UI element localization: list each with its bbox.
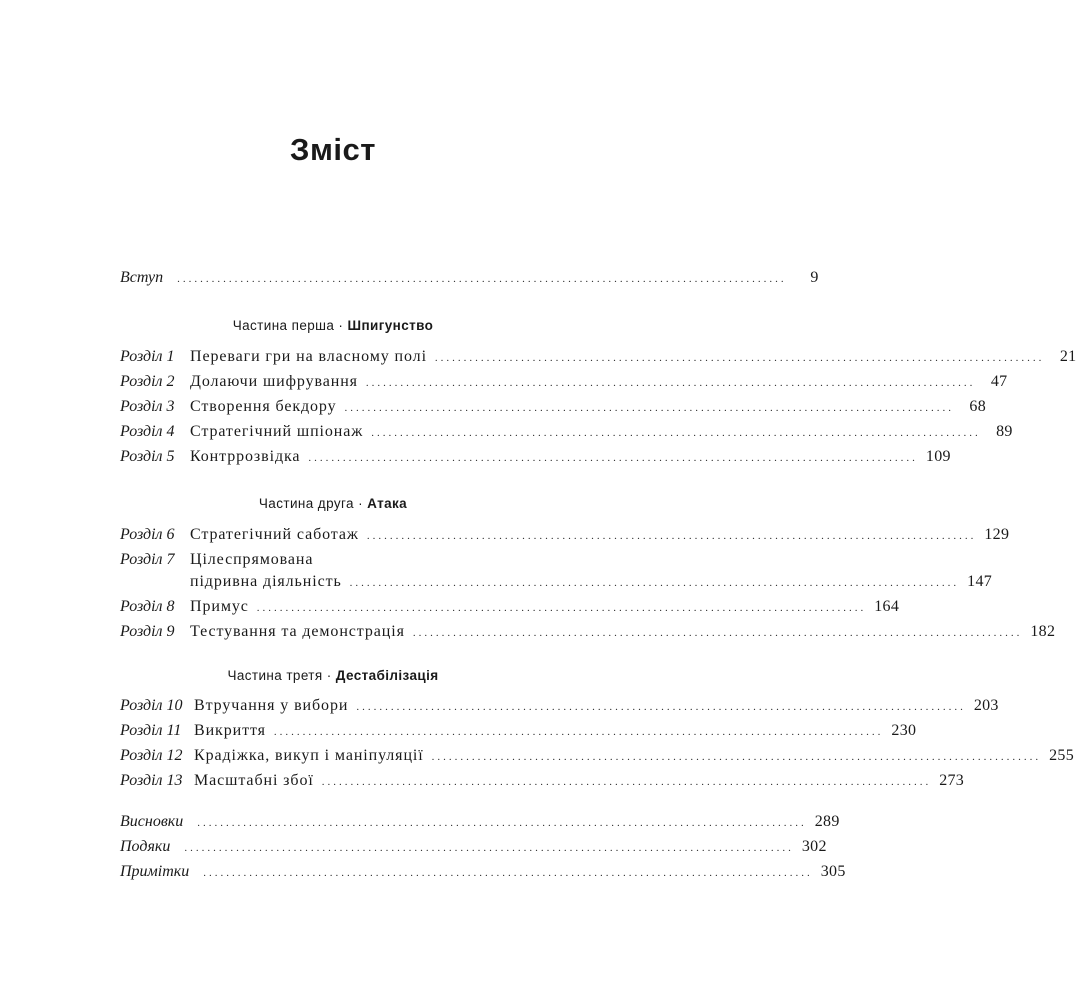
- dot-leader: ..........................................................................................................: [366, 530, 977, 542]
- toc-entry-chapter-8[interactable]: [120, 595, 900, 619]
- dot-leader: ..........................................................................................................: [349, 577, 960, 589]
- toc-entry-chapter-12[interactable]: [120, 744, 1075, 768]
- dot-leader: ..........................................................................................................: [412, 627, 1023, 639]
- dot-leader: ..........................................................................................................: [321, 776, 932, 788]
- chapter-title: Тестування та демонстрація: [190, 623, 405, 640]
- chapter-label: Розділ 5: [120, 448, 175, 465]
- toc-entry-intro[interactable]: [120, 266, 819, 290]
- chapter-title: Цілеспрямована: [190, 551, 314, 568]
- dot-leader: ..........................................................................................................: [308, 452, 918, 464]
- page-number: 9: [810, 269, 819, 286]
- chapter-label: Розділ 11: [120, 722, 182, 739]
- chapter-label: Розділ 7: [120, 551, 175, 568]
- page-number: 147: [967, 573, 993, 590]
- toc-entry-conclusions[interactable]: [120, 810, 840, 834]
- entry-label: Висновки: [120, 813, 184, 830]
- chapter-label: Розділ 6: [120, 526, 175, 543]
- chapter-label: Розділ 10: [120, 697, 183, 714]
- chapter-title: Долаючи шифрування: [190, 373, 358, 390]
- chapter-title: Викриття: [194, 722, 266, 739]
- page-number: 203: [973, 697, 999, 714]
- part-prefix: Частина перша ·: [232, 318, 348, 333]
- dot-leader: ..........................................................................................................: [371, 427, 981, 439]
- toc-entry-chapter-3[interactable]: [120, 395, 987, 419]
- page-number: 305: [820, 863, 846, 880]
- page-number: 89: [996, 423, 1013, 440]
- toc-entry-chapter-13[interactable]: [120, 769, 965, 793]
- dot-leader: ..........................................................................................................: [273, 726, 884, 738]
- chapter-title: Переваги гри на власному полі: [190, 348, 427, 365]
- part-prefix: Частина третя ·: [227, 668, 336, 683]
- chapter-label: Розділ 8: [120, 598, 175, 615]
- toc-entry-chapter-2[interactable]: [120, 370, 1008, 394]
- toc-entry-notes[interactable]: [120, 860, 846, 884]
- dot-leader: ..........................................................................................................: [434, 352, 1045, 364]
- page-number: 255: [1049, 747, 1075, 764]
- dot-leader: ..........................................................................................................: [203, 867, 813, 879]
- part-heading-3: [0, 668, 666, 683]
- dot-leader: ..........................................................................................................: [197, 817, 807, 829]
- page-number: 182: [1030, 623, 1056, 640]
- toc-entry-chapter-10[interactable]: [120, 694, 999, 718]
- page-number: 129: [984, 526, 1010, 543]
- dot-leader: ..........................................................................................................: [365, 377, 976, 389]
- toc-entry-chapter-7-line1[interactable]: [120, 548, 520, 572]
- toc-entry-chapter-9[interactable]: [120, 620, 1056, 644]
- page-number: 273: [939, 772, 965, 789]
- page-number: 47: [990, 373, 1008, 390]
- chapter-label: Розділ 1: [120, 348, 175, 365]
- entry-label: Вступ: [120, 269, 164, 286]
- chapter-label: Розділ 2: [120, 373, 175, 390]
- chapter-label: Розділ 13: [120, 772, 183, 789]
- page-number: 164: [874, 598, 900, 615]
- chapter-label: Розділ 3: [120, 398, 175, 415]
- entry-label: Подяки: [120, 838, 171, 855]
- page-number: 230: [891, 722, 917, 739]
- part-name: Дестабілізація: [335, 668, 439, 683]
- chapter-label: Розділ 4: [120, 423, 175, 440]
- part-name: Шпигунство: [347, 318, 434, 333]
- toc-entry-chapter-6[interactable]: [120, 523, 1010, 547]
- entry-label: Примітки: [120, 863, 190, 880]
- chapter-title: Примус: [190, 598, 249, 615]
- toc-entry-chapter-4[interactable]: [120, 420, 1013, 444]
- part-name: Атака: [367, 496, 408, 511]
- chapter-title-continued: підривна діяльність: [190, 573, 342, 590]
- chapter-title: Масштабні збої: [194, 772, 314, 789]
- dot-leader: ..........................................................................................................: [256, 602, 867, 614]
- dot-leader: ..........................................................................................................: [184, 842, 794, 854]
- chapter-title: Крадіжка, викуп і маніпуляції: [194, 747, 424, 764]
- chapter-label: Розділ 12: [120, 747, 183, 764]
- dot-leader: ..........................................................................................................: [356, 701, 966, 713]
- toc-entry-chapter-11[interactable]: [120, 719, 917, 743]
- chapter-title: Втручання у вибори: [194, 697, 349, 714]
- page-number: 302: [801, 838, 827, 855]
- part-heading-2: [0, 496, 666, 511]
- toc-entry-chapter-7-line2[interactable]: [120, 570, 993, 594]
- page-number: 109: [925, 448, 951, 465]
- chapter-title: Контррозвідка: [190, 448, 301, 465]
- part-heading-1: [0, 318, 666, 333]
- toc-entry-chapter-5[interactable]: [120, 445, 951, 469]
- chapter-title: Створення бекдору: [190, 398, 337, 415]
- chapter-title: Стратегічний саботаж: [190, 526, 359, 543]
- chapter-title: Стратегічний шпіонаж: [190, 423, 364, 440]
- page-number: 289: [814, 813, 840, 830]
- toc-entry-chapter-1[interactable]: [120, 345, 1076, 369]
- chapter-label: Розділ 9: [120, 623, 175, 640]
- dot-leader: ..........................................................................................................: [344, 402, 955, 414]
- page-number: 21: [1059, 348, 1076, 365]
- toc-entry-acknowledgements[interactable]: [120, 835, 827, 859]
- page-number: 68: [969, 398, 987, 415]
- dot-leader: ..........................................................................................................: [431, 751, 1042, 763]
- page-title: Зміст: [290, 132, 376, 167]
- part-prefix: Частина друга ·: [258, 496, 368, 511]
- dot-leader: ..........................................................................................................: [177, 273, 787, 285]
